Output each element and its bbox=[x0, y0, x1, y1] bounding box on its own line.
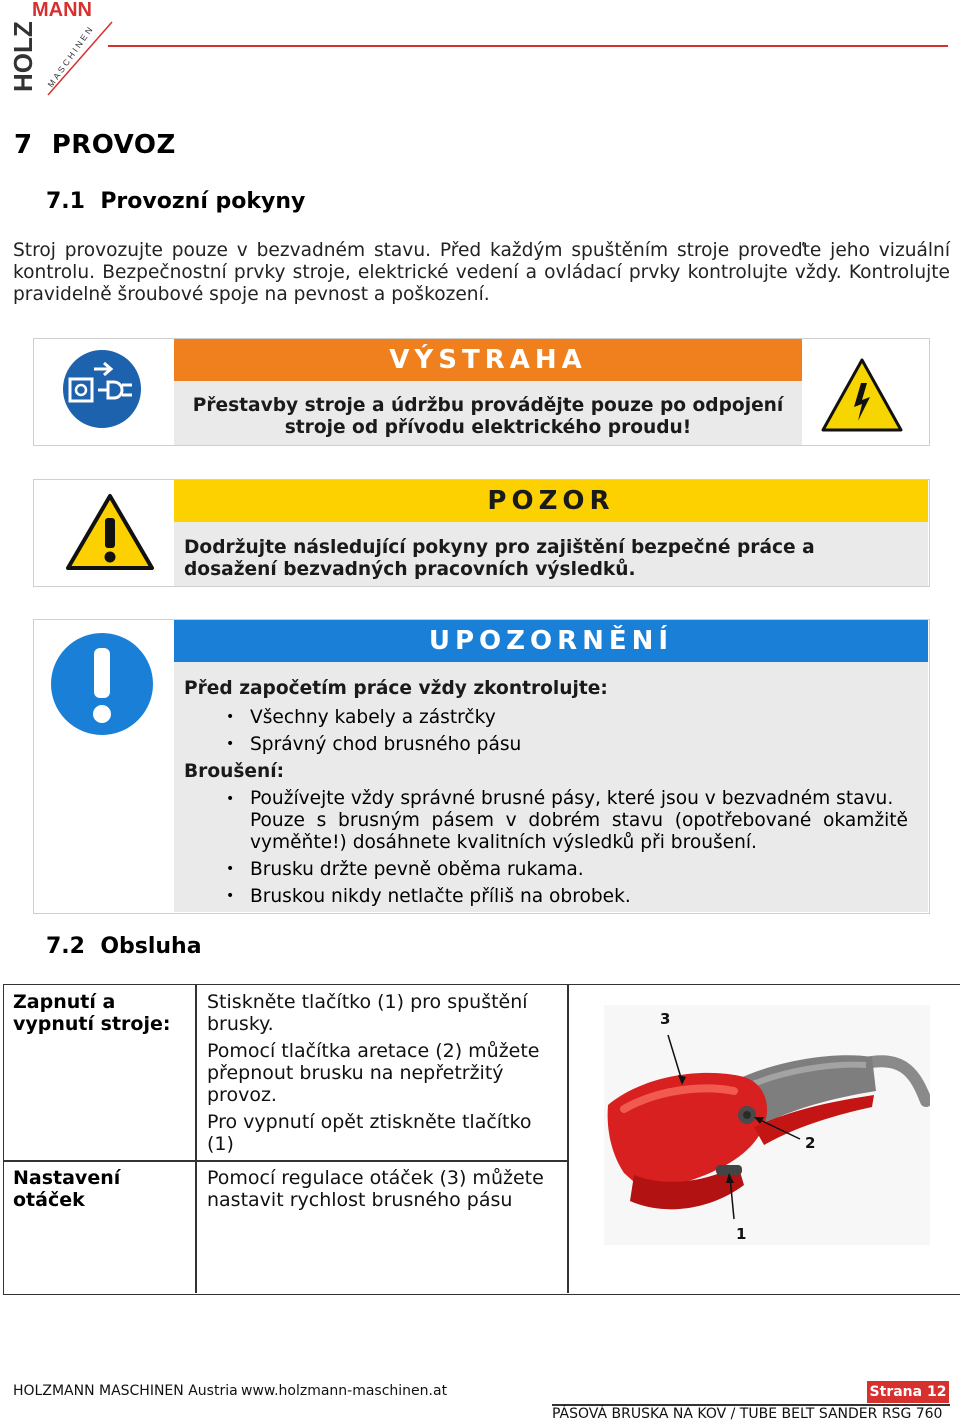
grinding-list bbox=[184, 788, 918, 910]
subsection-heading-obsluha bbox=[46, 934, 202, 959]
section-title: PROVOZ bbox=[51, 130, 176, 160]
intro-paragraph: Stroj provozujte pouze v bezvadném stavu. Před každým spuštěním stroje proveďte jeho vizuální kontrolu. Bezpečnostní prvky stroje, elektrické vedení a ovládací prvky kontrolujte vždy. Kontrolujte pravidelně šroubové spoje na pevnost a poškození. bbox=[13, 240, 950, 305]
footer-url-link[interactable]: www.holzmann-maschinen.at bbox=[241, 1383, 448, 1399]
onoff-p2-line-1: Pomocí tlačítka aretace (2) můžete bbox=[207, 1040, 540, 1062]
speed-line-2: nastavit rychlost brusného pásu bbox=[207, 1189, 513, 1211]
belt-sander-image bbox=[604, 1005, 930, 1245]
row-onoff-label bbox=[13, 991, 170, 1035]
grind-item-press: • Bruskou nikdy netlačte příliš na obrobek. bbox=[184, 883, 918, 910]
subsection-title: Provozní pokyny bbox=[100, 189, 306, 214]
row-speed-label-line-1: Nastavení bbox=[13, 1167, 121, 1189]
warning-line-2: stroje od přívodu elektrického proudu! bbox=[284, 417, 692, 438]
caution-title: POZOR bbox=[174, 480, 928, 522]
warning-body bbox=[174, 381, 802, 445]
header-rule bbox=[108, 45, 948, 47]
speed-line-1: Pomocí regulace otáček (3) můžete bbox=[207, 1167, 544, 1189]
check-list bbox=[184, 704, 918, 758]
section-heading bbox=[14, 130, 176, 160]
onoff-p2-line-3: provoz. bbox=[207, 1084, 277, 1106]
onoff-p2-line-2: přepnout brusku na nepřetržitý bbox=[207, 1062, 504, 1084]
row-speed-label-line-2: otáček bbox=[13, 1189, 85, 1211]
onoff-p3-line-1: Pro vypnutí opět ztiskněte tlačítko bbox=[207, 1111, 532, 1133]
onoff-p1-line-1: Stiskněte tlačítko (1) pro spuštění bbox=[207, 991, 528, 1013]
grind-item-hold: • Brusku držte pevně oběma rukama. bbox=[184, 856, 918, 883]
notice-body bbox=[174, 662, 928, 912]
section-number: 7 bbox=[14, 130, 33, 160]
subsection-number-2: 7.2 bbox=[46, 934, 85, 959]
grind-item-belts-line-1: • Používejte vždy správné brusné pásy, které jsou v bezvadném stavu. bbox=[250, 788, 894, 809]
subsection-heading-provoz bbox=[46, 189, 305, 214]
notice-box bbox=[33, 619, 930, 914]
check-item-cables: • Všechny kabely a zástrčky bbox=[184, 704, 918, 731]
page-number-badge: Strana 12 bbox=[867, 1381, 949, 1403]
callout-3: 3 bbox=[660, 1010, 671, 1028]
callout-2: 2 bbox=[805, 1134, 816, 1152]
row-onoff-label-line-1: Zapnutí a bbox=[13, 991, 116, 1013]
footer-company: HOLZMANN MASCHINEN Austria bbox=[13, 1383, 238, 1399]
logo-holz-text: HOLZ bbox=[8, 21, 38, 92]
caution-line-1: Dodržujte následující pokyny pro zajištění bezpečné práce a bbox=[184, 537, 815, 558]
caution-body bbox=[174, 522, 928, 586]
mandatory-info-icon bbox=[48, 630, 156, 738]
check-item-belt: • Správný chod brusného pásu bbox=[184, 731, 918, 758]
row-speed-text bbox=[207, 1167, 562, 1211]
brand-logo bbox=[8, 0, 120, 100]
warning-box bbox=[33, 338, 930, 446]
high-voltage-icon bbox=[820, 357, 904, 433]
grind-item-belts bbox=[184, 788, 918, 854]
footer-product: PÁSOVÁ BRUSKA NA KOV / TUBE BELT SANDER RSG 760 bbox=[552, 1406, 943, 1422]
table-divider-2 bbox=[567, 985, 569, 1293]
warning-line-1: Přestavby stroje a údržbu provádějte pouze po odpojení bbox=[192, 395, 784, 416]
caution-line-2: dosažení bezvadných pracovních výsledků. bbox=[184, 559, 636, 580]
logo-sub-text: MASCHINEN bbox=[45, 23, 96, 90]
row-speed-label bbox=[13, 1167, 120, 1211]
row-onoff-text bbox=[207, 991, 562, 1155]
subsection-number: 7.1 bbox=[46, 189, 85, 214]
grinding-heading: Broušení: bbox=[184, 761, 285, 782]
callout-1: 1 bbox=[736, 1225, 747, 1243]
onoff-p1-line-2: brusky. bbox=[207, 1013, 274, 1035]
check-heading: Před započetím práce vždy zkontrolujte: bbox=[184, 678, 608, 699]
table-divider-1 bbox=[195, 985, 197, 1293]
subsection-title-2: Obsluha bbox=[100, 934, 202, 959]
row-onoff-label-line-2: vypnutí stroje: bbox=[13, 1013, 171, 1035]
unplug-icon bbox=[60, 347, 144, 431]
grind-item-belts-line-3: vyměňte!) dosáhnete kvalitních výsledků při broušení. bbox=[250, 832, 757, 853]
caution-box bbox=[33, 479, 930, 587]
warning-title: VÝSTRAHA bbox=[174, 339, 802, 381]
notice-title: UPOZORNĚNÍ bbox=[174, 620, 928, 662]
grind-item-belts-line-2: Pouze s brusným pásem v dobrém stavu (opotřebované okamžitě bbox=[250, 810, 908, 831]
caution-icon bbox=[64, 492, 156, 572]
logo-mann-text: MANN bbox=[32, 0, 92, 21]
table-row-divider bbox=[4, 1160, 567, 1162]
onoff-p3-line-2: (1) bbox=[207, 1133, 234, 1155]
